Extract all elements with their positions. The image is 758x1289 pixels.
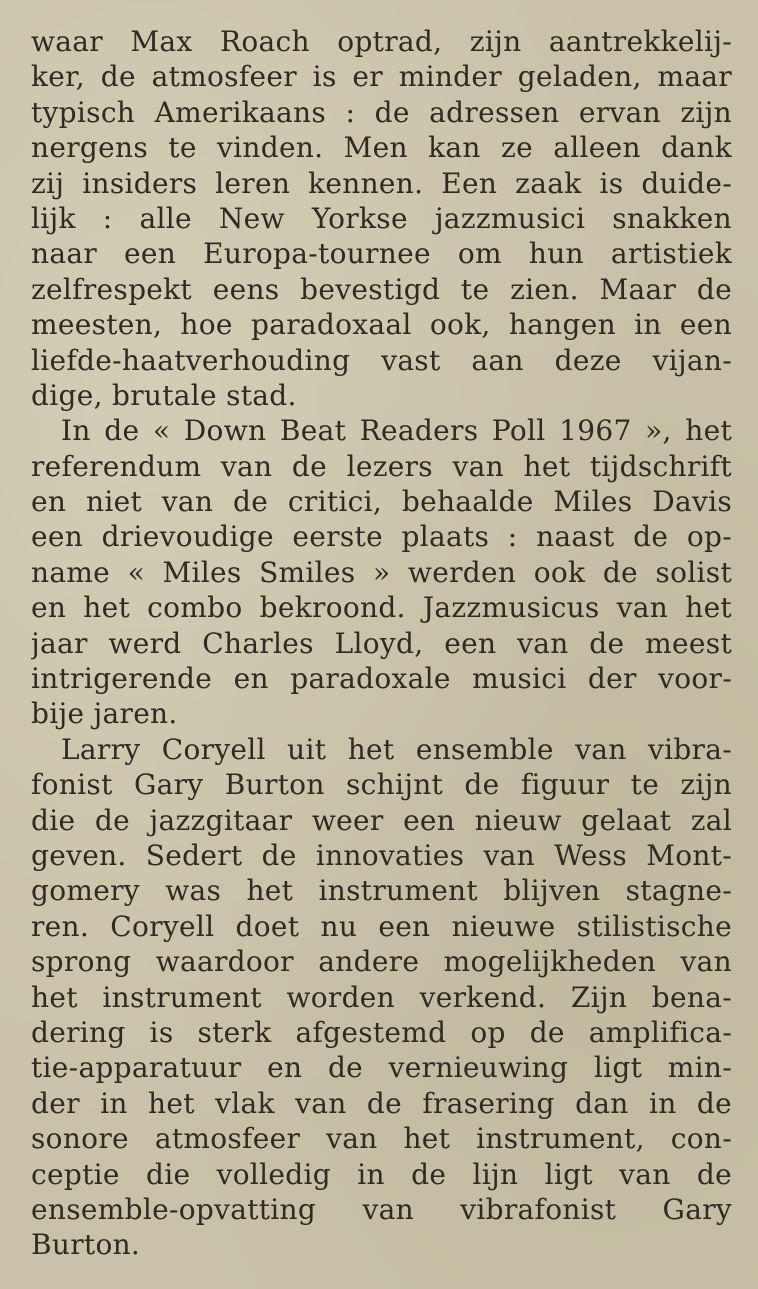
text-line: dering is sterk afgestemd op de amplifica- <box>31 1015 732 1049</box>
article-body <box>31 24 732 1263</box>
text-line: zelfrespekt eens bevestigd te zien. Maar de <box>31 272 732 306</box>
text-line: typisch Amerikaans : de adressen ervan zijn <box>31 95 732 129</box>
paragraph-larry-coryell <box>31 732 732 1263</box>
text-line: lijk : alle New Yorkse jazzmusici snakken <box>31 201 732 235</box>
text-line: ensemble-opvatting van vibrafonist Gary <box>31 1192 732 1226</box>
text-line: Burton. <box>31 1228 141 1262</box>
text-line: name « Miles Smiles » werden ook de solist <box>31 555 732 589</box>
text-line: liefde-haatverhouding vast aan deze vijan- <box>31 343 732 377</box>
text-line: sonore atmosfeer van het instrument, con- <box>31 1122 732 1156</box>
text-line: dige, brutale stad. <box>31 378 297 412</box>
text-line: het instrument worden verkend. Zijn bena- <box>31 980 732 1014</box>
text-line: ceptie die volledig in de lijn ligt van de <box>31 1157 732 1191</box>
text-line: die de jazzgitaar weer een nieuw gelaat zal <box>31 803 732 837</box>
text-line: Larry Coryell uit het ensemble van vibra- <box>61 732 732 766</box>
text-line: zij insiders leren kennen. Een zaak is duide- <box>31 166 732 200</box>
text-line: ker, de atmosfeer is er minder geladen, maar <box>31 60 732 94</box>
text-line: ren. Coryell doet nu een nieuwe stilistische <box>31 909 732 943</box>
text-line: geven. Sedert de innovaties van Wess Mont- <box>31 838 732 872</box>
text-line: naar een Europa-tournee om hun artistiek <box>31 237 732 271</box>
text-line: waar Max Roach optrad, zijn aantrekkelij- <box>31 25 732 58</box>
text-line: fonist Gary Burton schijnt de figuur te zijn <box>31 768 732 802</box>
text-line: en het combo bekroond. Jazzmusicus van het <box>31 591 732 625</box>
text-line: bije jaren. <box>31 697 178 731</box>
text-line: referendum van de lezers van het tijdschrift <box>31 449 732 483</box>
text-line: meesten, hoe paradoxaal ook, hangen in een <box>31 308 732 342</box>
text-line: In de « Down Beat Readers Poll 1967 », het <box>61 414 732 448</box>
text-line: en niet van de critici, behaalde Miles Davis <box>31 485 732 519</box>
text-line: nergens te vinden. Men kan ze alleen dank <box>31 131 732 165</box>
paragraph-down-beat-poll <box>31 413 732 732</box>
text-line: sprong waardoor andere mogelijkheden van <box>31 945 732 979</box>
text-line: der in het vlak van de frasering dan in de <box>31 1086 732 1120</box>
text-line: tie-apparatuur en de vernieuwing ligt min- <box>31 1051 732 1085</box>
paragraph-max-roach <box>31 24 732 413</box>
text-line: gomery was het instrument blijven stagne- <box>31 874 732 908</box>
text-line: jaar werd Charles Lloyd, een van de meest <box>31 626 732 660</box>
text-line: intrigerende en paradoxale musici der voor- <box>31 662 732 696</box>
text-line: een drievoudige eerste plaats : naast de op- <box>31 520 732 554</box>
